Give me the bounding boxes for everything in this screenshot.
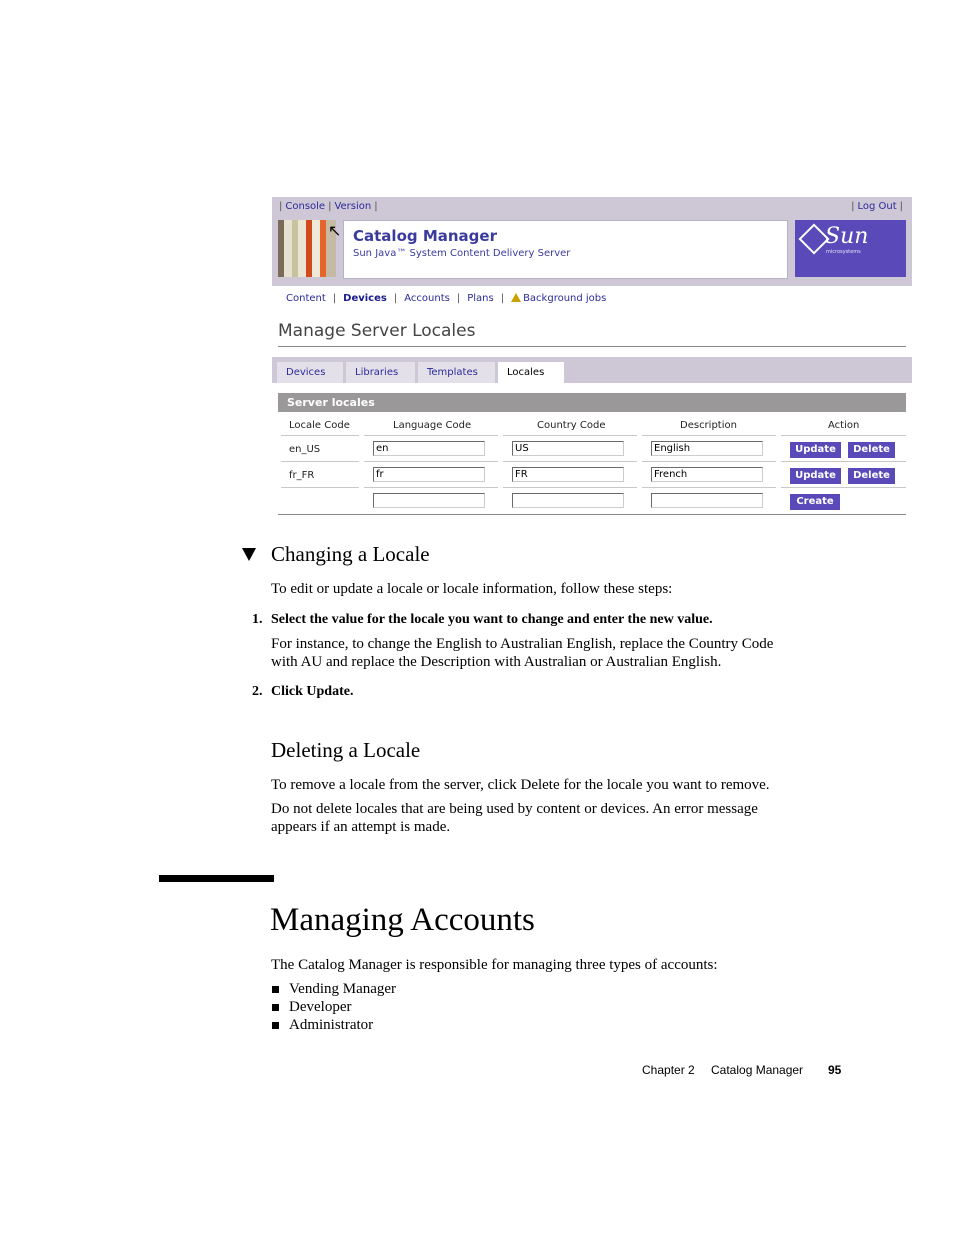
- app-title: Catalog Manager: [353, 227, 497, 245]
- section-header: Server locales: [278, 393, 906, 412]
- tab-locales[interactable]: Locales: [498, 362, 564, 383]
- row-divider: [364, 435, 498, 436]
- sun-logo-subtext: microsystems: [826, 249, 861, 255]
- section-heading-changing: Changing a Locale: [271, 542, 430, 566]
- nav-content[interactable]: Content: [286, 293, 326, 304]
- deleting-para-2: Do not delete locales that are being used by content or devices. An error message: [271, 801, 758, 817]
- main-nav: Content | Devices | Accounts | Plans | Background jobs: [286, 293, 607, 304]
- row-divider: [642, 487, 776, 488]
- new-description-input[interactable]: [651, 493, 763, 508]
- column-header: Language Code: [393, 420, 472, 431]
- column-header: Country Code: [537, 420, 606, 431]
- mouse-cursor-icon: ↖: [328, 221, 342, 240]
- bullet-icon: [272, 1022, 279, 1029]
- warning-icon: [511, 293, 521, 302]
- row-divider: [642, 461, 776, 462]
- utility-links: | Console | Version |: [279, 201, 378, 212]
- row-divider: [281, 435, 359, 436]
- update-button[interactable]: Update: [790, 442, 841, 458]
- step-1-detail: For instance, to change the English to Australian English, replace the Country Code: [271, 636, 774, 652]
- bullet-icon: [272, 986, 279, 993]
- row-divider: [364, 461, 498, 462]
- new-country-code-input[interactable]: [512, 493, 624, 508]
- locale-code-cell: en_US: [289, 444, 321, 455]
- column-header: Action: [828, 420, 860, 431]
- row-divider: [781, 461, 906, 462]
- chapter-section-rule: [159, 875, 274, 882]
- tab-libraries[interactable]: Libraries: [346, 362, 415, 383]
- country-code-input[interactable]: [512, 441, 624, 456]
- deleting-para-2: appears if an attempt is made.: [271, 819, 451, 835]
- heading-divider: [278, 346, 906, 347]
- row-divider: [281, 487, 359, 488]
- row-divider: [642, 435, 776, 436]
- sun-logo-text: Sun: [825, 224, 869, 249]
- table-bottom-rule: [278, 514, 906, 515]
- tab-bar: [272, 357, 912, 383]
- row-divider: [781, 435, 906, 436]
- tab-devices[interactable]: Devices: [277, 362, 343, 383]
- logout-area: | Log Out |: [851, 201, 903, 212]
- locale-code-cell: fr_FR: [289, 470, 315, 481]
- app-subtitle: Sun Java™ System Content Delivery Server: [353, 248, 571, 259]
- logout-link[interactable]: Log Out: [857, 201, 897, 212]
- step-1: Select the value for the locale you want to change and enter the new value.: [271, 612, 713, 627]
- accounts-intro: The Catalog Manager is responsible for managing three types of accounts:: [271, 957, 718, 973]
- column-header: Locale Code: [289, 420, 350, 431]
- footer-chapter: Chapter 2: [642, 1063, 695, 1077]
- step-number: 1.: [252, 612, 263, 627]
- column-header: Description: [680, 420, 737, 431]
- new-language-code-input[interactable]: [373, 493, 485, 508]
- description-input[interactable]: [651, 441, 763, 456]
- page-number: 95: [828, 1063, 842, 1077]
- app-title-box: [343, 220, 788, 279]
- nav-plans[interactable]: Plans: [467, 293, 494, 304]
- version-link[interactable]: Version: [334, 201, 372, 212]
- delete-button[interactable]: Delete: [848, 442, 895, 458]
- country-code-input[interactable]: [512, 467, 624, 482]
- description-input[interactable]: [651, 467, 763, 482]
- row-divider: [503, 435, 637, 436]
- console-link[interactable]: Console: [285, 201, 326, 212]
- row-divider: [503, 461, 637, 462]
- page-title: Manage Server Locales: [278, 321, 476, 341]
- list-item: Developer: [289, 999, 352, 1015]
- nav-devices[interactable]: Devices: [343, 293, 387, 304]
- deleting-para-1: To remove a locale from the server, click Delete for the locale you want to remove.: [271, 777, 770, 793]
- section-heading-accounts: Managing Accounts: [270, 902, 535, 938]
- list-item: Vending Manager: [289, 981, 397, 997]
- step-1-detail: with AU and replace the Description with Australian or Australian English.: [271, 654, 722, 670]
- tab-templates[interactable]: Templates: [418, 362, 495, 383]
- sun-logo: [795, 220, 906, 277]
- step-2: Click Update.: [271, 684, 354, 699]
- row-divider: [781, 487, 906, 488]
- section-heading-deleting: Deleting a Locale: [271, 738, 421, 762]
- list-item: Administrator: [289, 1017, 374, 1033]
- nav-background-jobs[interactable]: Background jobs: [523, 293, 607, 304]
- row-divider: [503, 487, 637, 488]
- create-button[interactable]: Create: [790, 494, 840, 510]
- changing-intro: To edit or update a locale or locale information, follow these steps:: [271, 581, 673, 597]
- update-button[interactable]: Update: [790, 468, 841, 484]
- row-divider: [281, 461, 359, 462]
- language-code-input[interactable]: [373, 467, 485, 482]
- bullet-icon: [272, 1004, 279, 1011]
- catalog-manager-screenshot: [272, 197, 912, 519]
- triangle-marker-icon: [242, 548, 256, 561]
- row-divider: [364, 487, 498, 488]
- language-code-input[interactable]: [373, 441, 485, 456]
- nav-accounts[interactable]: Accounts: [404, 293, 450, 304]
- step-number: 2.: [252, 684, 263, 699]
- footer-chapter-title: Catalog Manager: [711, 1063, 804, 1077]
- delete-button[interactable]: Delete: [848, 468, 895, 484]
